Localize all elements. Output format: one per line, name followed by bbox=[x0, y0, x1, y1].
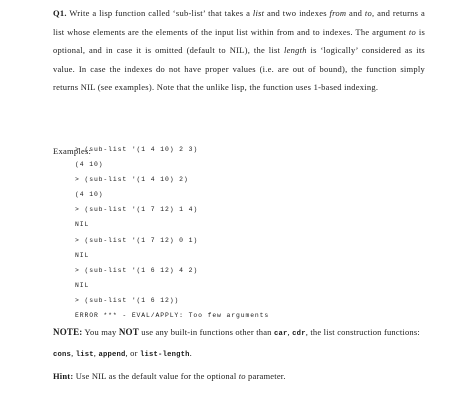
note-text: , bbox=[71, 347, 76, 358]
code-line: > (sub-list '(1 6 12)) bbox=[75, 297, 180, 304]
question-italic-list: list bbox=[252, 8, 265, 18]
note-fn-list: list bbox=[75, 350, 94, 359]
question-text: Write a lisp function called ‘sub-list’ that takes a bbox=[66, 8, 253, 18]
note-fn-list-length: list-length bbox=[140, 350, 190, 359]
examples-heading: Examples: bbox=[53, 146, 92, 156]
note-fn-cons: cons bbox=[53, 350, 72, 359]
code-line: (4 10) bbox=[75, 161, 104, 168]
note-text: You may bbox=[82, 327, 119, 337]
hint-italic-to: to bbox=[238, 371, 246, 381]
code-line: (4 10) bbox=[75, 191, 104, 198]
code-line: > (sub-list '(1 6 12) 4 2) bbox=[75, 267, 199, 274]
hint-text: Use NIL as the default value for the optional bbox=[73, 371, 239, 381]
hint-paragraph bbox=[53, 371, 425, 381]
question-number: Q1. bbox=[53, 8, 67, 18]
note-label: NOTE: bbox=[53, 327, 83, 337]
question-text: , and returns a list whose elements are the elements of the input list within from and to indexes. The argument bbox=[53, 8, 425, 37]
code-line: > (sub-list '(1 7 12) 1 4) bbox=[75, 206, 199, 213]
note-text: . bbox=[189, 347, 192, 358]
note-fn-cdr: cdr bbox=[292, 330, 306, 338]
note-text: use any built-in functions other than bbox=[138, 327, 274, 337]
question-text: and two indexes bbox=[264, 8, 330, 18]
note-text: , bbox=[93, 347, 99, 358]
note-paragraph bbox=[53, 323, 425, 365]
code-line: > (sub-list '(1 7 12) 0 1) bbox=[75, 237, 199, 244]
note-text: , or bbox=[125, 347, 140, 358]
question-italic-to: to bbox=[364, 8, 372, 18]
code-line: ERROR *** - EVAL/APPLY: Too few arguments bbox=[75, 312, 270, 319]
code-line: > (sub-list '(1 4 10) 2) bbox=[75, 176, 189, 183]
code-line: NIL bbox=[75, 282, 90, 289]
hint-text: parameter. bbox=[245, 371, 286, 381]
hint-label: Hint: bbox=[53, 371, 74, 381]
note-text: , the list construction functions: bbox=[305, 327, 420, 337]
question-italic-to: to bbox=[408, 26, 417, 37]
code-line: NIL bbox=[75, 252, 90, 259]
code-line: > (sub-list '(1 4 10) 2 3) bbox=[75, 146, 199, 153]
question-text: and bbox=[346, 8, 365, 18]
question-italic-length: length bbox=[283, 45, 307, 56]
question-text: is ‘logically’ considered as its value. In case the indexes do not have proper values (i.e. are out of bound), the function simply returns NIL (see examples). Note that the unlike lisp, the function uses 1-based indexing. bbox=[53, 45, 425, 93]
note-fn-car: car bbox=[273, 330, 288, 338]
note-fn-append: append bbox=[98, 350, 126, 359]
note-not-word: NOT bbox=[118, 327, 139, 337]
question-italic-from: from bbox=[329, 8, 347, 18]
code-line: NIL bbox=[75, 221, 90, 228]
question-text: is optional, and in case it is omitted (default to NIL), the list bbox=[53, 26, 425, 56]
question-paragraph bbox=[53, 4, 425, 97]
note-text: , bbox=[287, 327, 293, 337]
